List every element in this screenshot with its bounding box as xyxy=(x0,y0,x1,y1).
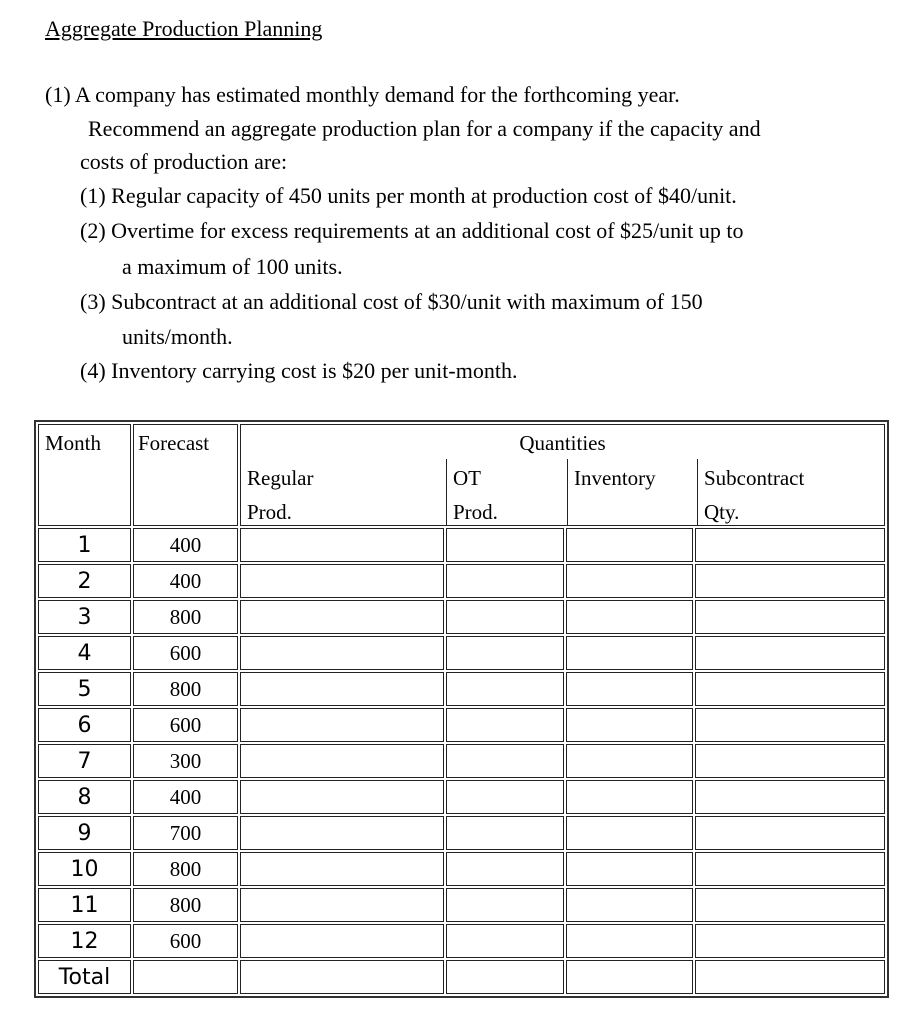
subcontract-cell[interactable] xyxy=(695,672,885,706)
condition-2-cont: a maximum of 100 units. xyxy=(122,254,343,279)
inventory-cell[interactable] xyxy=(566,528,693,562)
ot-prod-cell[interactable] xyxy=(446,564,564,598)
ot-prod-cell[interactable] xyxy=(446,672,564,706)
forecast-cell: 800 xyxy=(133,600,238,634)
inventory-cell[interactable] xyxy=(566,672,693,706)
subcontract-cell[interactable] xyxy=(695,924,885,958)
inventory-cell[interactable] xyxy=(566,564,693,598)
forecast-cell: 800 xyxy=(133,852,238,886)
quantity-cells xyxy=(240,600,885,634)
forecast-cell: 600 xyxy=(133,924,238,958)
inventory-cell[interactable] xyxy=(566,816,693,850)
regular-prod-cell[interactable] xyxy=(240,780,444,814)
inventory-cell[interactable] xyxy=(566,960,693,994)
quantity-cells xyxy=(240,744,885,778)
divider xyxy=(446,459,447,525)
ot-prod-cell[interactable] xyxy=(446,636,564,670)
regular-prod-cell[interactable] xyxy=(240,744,444,778)
header-inventory xyxy=(574,461,656,495)
quantity-cells xyxy=(240,780,885,814)
ot-prod-cell[interactable] xyxy=(446,888,564,922)
table-row xyxy=(38,780,885,814)
subcontract-cell[interactable] xyxy=(695,708,885,742)
regular-prod-cell[interactable] xyxy=(240,600,444,634)
condition-3: (3) Subcontract at an additional cost of $30/unit with maximum of 150 xyxy=(80,289,703,314)
problem-line: (1) A company has estimated monthly demand for the forthcoming year. xyxy=(45,82,680,107)
divider xyxy=(567,459,568,525)
month-cell: Total xyxy=(38,960,131,994)
month-cell: 7 xyxy=(38,744,131,778)
header-month xyxy=(38,424,131,526)
ot-prod-cell[interactable] xyxy=(446,780,564,814)
quantity-cells xyxy=(240,960,885,994)
ot-prod-cell[interactable] xyxy=(446,816,564,850)
subcontract-cell[interactable] xyxy=(695,816,885,850)
subcontract-cell[interactable] xyxy=(695,564,885,598)
quantity-cells xyxy=(240,708,885,742)
table-row xyxy=(38,636,885,670)
inventory-label: Inventory xyxy=(574,466,656,490)
production-plan-table xyxy=(34,420,889,998)
regular-prod-cell[interactable] xyxy=(240,672,444,706)
forecast-cell: 400 xyxy=(133,528,238,562)
header-ot-prod xyxy=(453,461,498,529)
inventory-cell[interactable] xyxy=(566,852,693,886)
regular-prod-cell[interactable] xyxy=(240,960,444,994)
regular-prod-cell[interactable] xyxy=(240,888,444,922)
ot-prod-cell[interactable] xyxy=(446,744,564,778)
subcontract-cell[interactable] xyxy=(695,960,885,994)
condition-3-cont: units/month. xyxy=(122,324,233,349)
month-cell: 9 xyxy=(38,816,131,850)
inventory-cell[interactable] xyxy=(566,744,693,778)
forecast-cell: 800 xyxy=(133,672,238,706)
subcontract-cell[interactable] xyxy=(695,852,885,886)
ot-prod-cell[interactable] xyxy=(446,960,564,994)
quantity-cells xyxy=(240,924,885,958)
subcontract-cell[interactable] xyxy=(695,636,885,670)
subcontract-cell[interactable] xyxy=(695,528,885,562)
ot-prod-cell[interactable] xyxy=(446,528,564,562)
qty-label: Qty. xyxy=(704,500,740,524)
regular-prod-cell[interactable] xyxy=(240,816,444,850)
condition-4: (4) Inventory carrying cost is $20 per unit-month. xyxy=(80,358,518,383)
divider xyxy=(697,459,698,525)
forecast-cell[interactable] xyxy=(133,960,238,994)
table-row xyxy=(38,600,885,634)
forecast-cell: 600 xyxy=(133,636,238,670)
header-subcontract-qty xyxy=(704,461,804,529)
regular-prod-cell[interactable] xyxy=(240,852,444,886)
inventory-cell[interactable] xyxy=(566,636,693,670)
month-cell: 1 xyxy=(38,528,131,562)
quantity-cells xyxy=(240,528,885,562)
quantity-cells xyxy=(240,564,885,598)
header-regular-prod xyxy=(247,461,313,529)
inventory-cell[interactable] xyxy=(566,924,693,958)
table-row xyxy=(38,672,885,706)
regular-prod-cell[interactable] xyxy=(240,564,444,598)
total-row xyxy=(38,960,885,994)
month-cell: 5 xyxy=(38,672,131,706)
forecast-cell: 400 xyxy=(133,780,238,814)
ot-prod-cell[interactable] xyxy=(446,924,564,958)
regular-prod-cell[interactable] xyxy=(240,636,444,670)
subcontract-cell[interactable] xyxy=(695,744,885,778)
inventory-cell[interactable] xyxy=(566,780,693,814)
table-row xyxy=(38,708,885,742)
subcontract-cell[interactable] xyxy=(695,888,885,922)
table-row xyxy=(38,888,885,922)
forecast-cell: 700 xyxy=(133,816,238,850)
month-cell: 10 xyxy=(38,852,131,886)
ot-label: OT xyxy=(453,466,481,490)
regular-label: Regular xyxy=(247,466,314,490)
subcontract-cell[interactable] xyxy=(695,780,885,814)
condition-2: (2) Overtime for excess requirements at an additional cost of $25/unit up to xyxy=(80,218,744,243)
table-row xyxy=(38,816,885,850)
ot-prod-cell[interactable] xyxy=(446,708,564,742)
header-forecast-label: Forecast xyxy=(138,431,210,455)
quantity-cells xyxy=(240,672,885,706)
header-quantities xyxy=(240,424,885,526)
month-cell: 4 xyxy=(38,636,131,670)
header-month-label: Month xyxy=(45,431,102,455)
month-cell: 12 xyxy=(38,924,131,958)
quantity-cells xyxy=(240,816,885,850)
quantity-cells xyxy=(240,852,885,886)
inventory-cell[interactable] xyxy=(566,708,693,742)
inventory-cell[interactable] xyxy=(566,600,693,634)
forecast-cell: 300 xyxy=(133,744,238,778)
condition-1: (1) Regular capacity of 450 units per month at production cost of $40/unit. xyxy=(80,183,737,208)
month-cell: 11 xyxy=(38,888,131,922)
forecast-cell: 600 xyxy=(133,708,238,742)
quantity-cells xyxy=(240,888,885,922)
problem-line: Recommend an aggregate production plan for a company if the capacity and xyxy=(88,116,761,141)
regular-prod-cell[interactable] xyxy=(240,924,444,958)
month-cell: 2 xyxy=(38,564,131,598)
ot-prod-cell[interactable] xyxy=(446,852,564,886)
problem-line: costs of production are: xyxy=(80,149,288,174)
subcontract-label: Subcontract xyxy=(704,466,805,490)
month-cell: 8 xyxy=(38,780,131,814)
table-row xyxy=(38,564,885,598)
document-title: Aggregate Production Planning xyxy=(45,16,323,41)
month-cell: 3 xyxy=(38,600,131,634)
prod-label: Prod. xyxy=(453,500,498,524)
table-row xyxy=(38,852,885,886)
regular-prod-cell[interactable] xyxy=(240,528,444,562)
table-row xyxy=(38,744,885,778)
inventory-cell[interactable] xyxy=(566,888,693,922)
month-cell: 6 xyxy=(38,708,131,742)
header-forecast xyxy=(133,424,238,526)
subcontract-cell[interactable] xyxy=(695,600,885,634)
forecast-cell: 800 xyxy=(133,888,238,922)
regular-prod-cell[interactable] xyxy=(240,708,444,742)
prod-label: Prod. xyxy=(247,500,292,524)
quantity-cells xyxy=(240,636,885,670)
table-row xyxy=(38,924,885,958)
quantities-label: Quantities xyxy=(519,431,606,455)
forecast-cell: 400 xyxy=(133,564,238,598)
table-row xyxy=(38,528,885,562)
ot-prod-cell[interactable] xyxy=(446,600,564,634)
